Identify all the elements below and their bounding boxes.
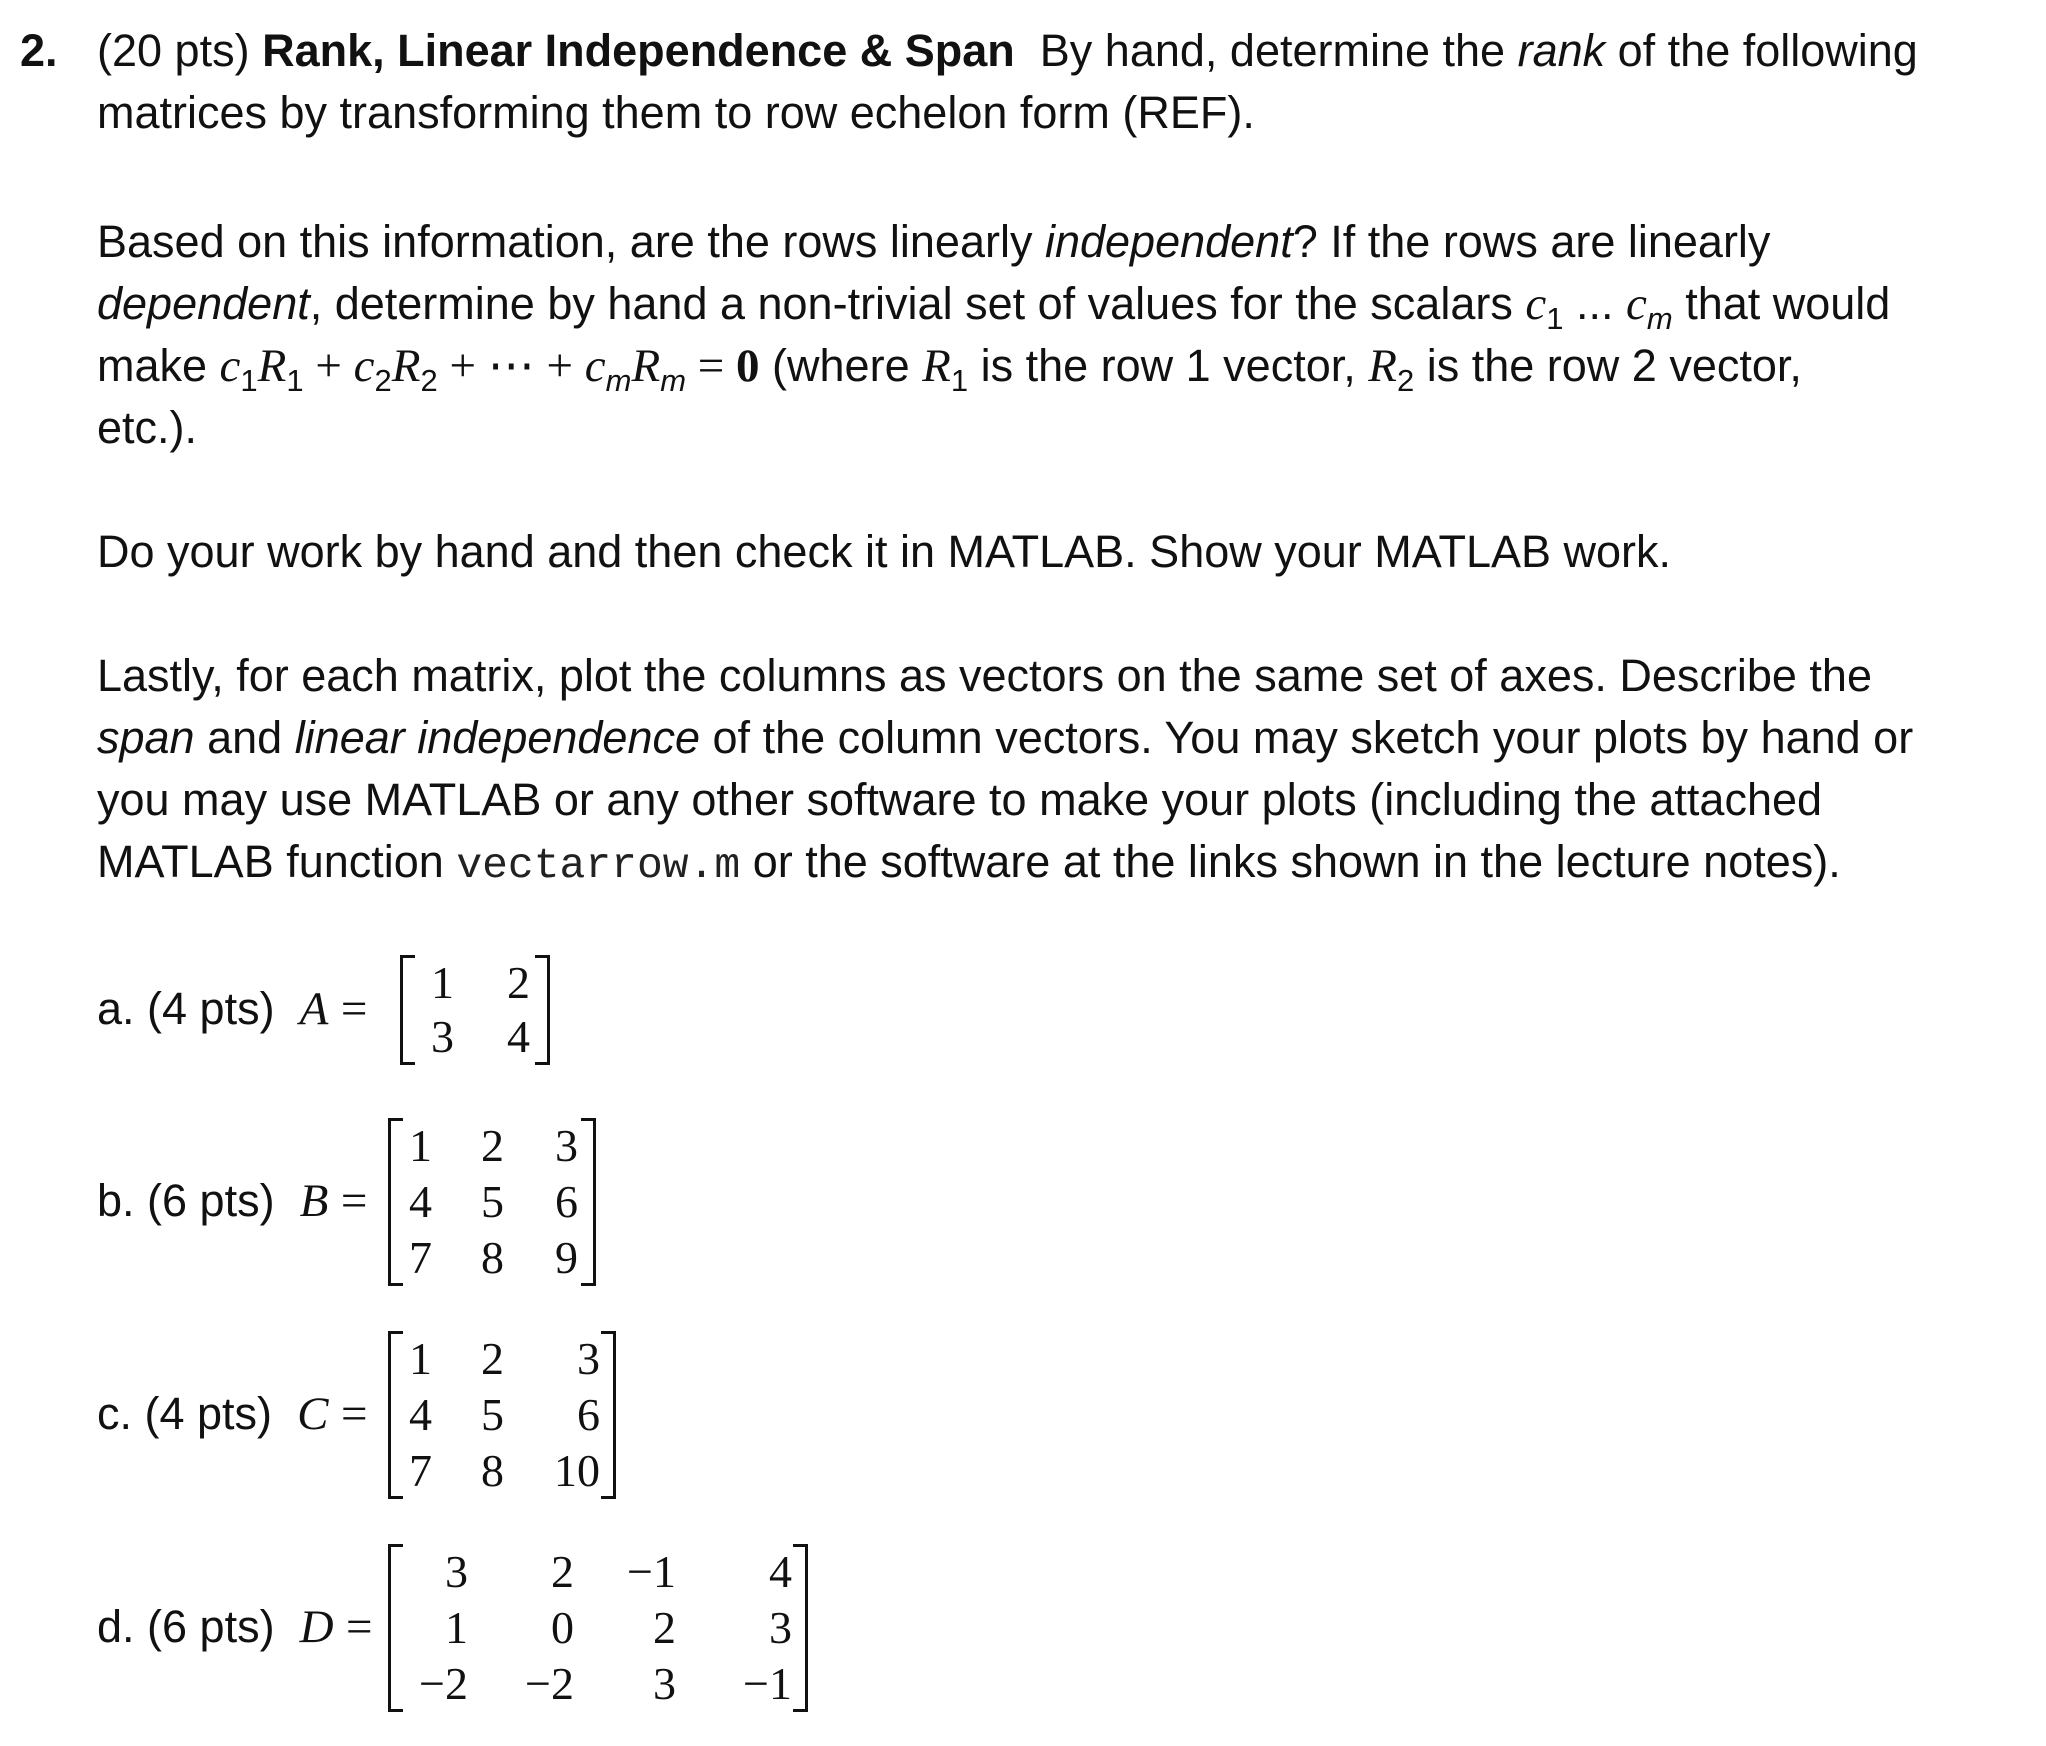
matrix-entry: 8	[481, 1445, 504, 1496]
matrix-entry: 1	[409, 1333, 432, 1384]
para2-line1: Based on this information, are the rows linearly independent? If the rows are linearly	[97, 216, 1771, 267]
para2-line3: make $c_1R_1 + c_2R_2$ + ⋯ + $c_mR_m = 0$ (where $R_1$ is the row 1 vector, $R_2$ is the row 2 vector,	[97, 340, 1802, 398]
right-bracket	[535, 955, 550, 1065]
matrix-entry: 2	[507, 957, 530, 1008]
matrix-b	[388, 1118, 596, 1286]
part-b-label: b. (6 pts) B =	[97, 1175, 368, 1227]
para4-line3: you may use MATLAB or any other software to make your plots (including the attached	[97, 774, 1823, 825]
matrix-entry: 2	[481, 1333, 504, 1384]
matrix-entry: 5	[481, 1176, 504, 1227]
left-bracket	[400, 955, 415, 1065]
matrix-entry: 2	[653, 1602, 676, 1653]
matrix-entry: 3	[577, 1333, 600, 1384]
matrix-entry: 7	[409, 1232, 432, 1283]
matrix-entry: 8	[481, 1232, 504, 1283]
matrix-entry: 7	[409, 1445, 432, 1496]
matrix-entry: 1	[431, 957, 454, 1008]
para4-line1: Lastly, for each matrix, plot the columns as vectors on the same set of axes. Describe the	[97, 650, 1872, 701]
matrix-entry: 5	[481, 1389, 504, 1440]
matrix-entry: 10	[554, 1445, 600, 1496]
right-bracket	[793, 1544, 808, 1712]
matrix-entry: 9	[555, 1232, 578, 1283]
para4-line2: span and linear independence of the column vectors. You may sketch your plots by hand or	[97, 712, 1914, 763]
para4-line4: MATLAB function vectarrow.m or the software at the links shown in the lecture notes).	[97, 836, 1841, 890]
matrix-entry: 3	[653, 1658, 676, 1709]
matrix-entry: 6	[555, 1176, 578, 1227]
matrix-entry: 2	[551, 1546, 574, 1597]
right-bracket	[581, 1118, 596, 1286]
matrix-entry: −2	[419, 1658, 468, 1709]
part-a-label: a. (4 pts) A =	[97, 983, 368, 1035]
matrix-entry: 4	[409, 1176, 432, 1227]
matrix-entry: 3	[445, 1546, 468, 1597]
para2-line2: dependent, determine by hand a non-trivial set of values for the scalars $c_1$ ... $c_m$ that would	[97, 278, 1891, 336]
matrix-a	[400, 955, 550, 1065]
right-bracket	[601, 1331, 616, 1499]
question-intro-line2: matrices by transforming them to row echelon form (REF).	[97, 87, 1255, 138]
matrix-entry: 4	[409, 1389, 432, 1440]
part-d-label: d. (6 pts) D =	[97, 1601, 373, 1653]
matrix-entry: −1	[743, 1658, 792, 1709]
matrix-entry: −2	[525, 1658, 574, 1709]
para2-line4: etc.).	[97, 402, 198, 453]
question-heading: (20 pts) Rank, Linear Independence & Span By hand, determine the rank of the following	[97, 25, 1918, 76]
matrix-entry: 2	[481, 1120, 504, 1171]
question-points: (20 pts)	[97, 25, 250, 76]
code-vectarrow: vectarrow.m	[456, 841, 741, 890]
matrix-entry: 4	[507, 1011, 530, 1062]
matrix-entry: 0	[551, 1602, 574, 1653]
matrix-entry: 3	[769, 1602, 792, 1653]
left-bracket	[388, 1544, 403, 1712]
question-title: Rank, Linear Independence & Span	[262, 25, 1015, 76]
matrix-d	[388, 1544, 808, 1712]
matrix-entry: 3	[431, 1011, 454, 1062]
para3: Do your work by hand and then check it in MATLAB. Show your MATLAB work.	[97, 526, 1672, 577]
matrix-entry: 6	[577, 1389, 600, 1440]
matrix-entry: 1	[445, 1602, 468, 1653]
question-number: 2.	[20, 25, 58, 76]
matrix-entry: 3	[555, 1120, 578, 1171]
matrix-entry: 4	[769, 1546, 792, 1597]
matrix-entry: −1	[627, 1546, 676, 1597]
matrix-c	[388, 1331, 616, 1499]
part-c-label: c. (4 pts) C =	[97, 1388, 368, 1440]
matrix-entry: 1	[409, 1120, 432, 1171]
